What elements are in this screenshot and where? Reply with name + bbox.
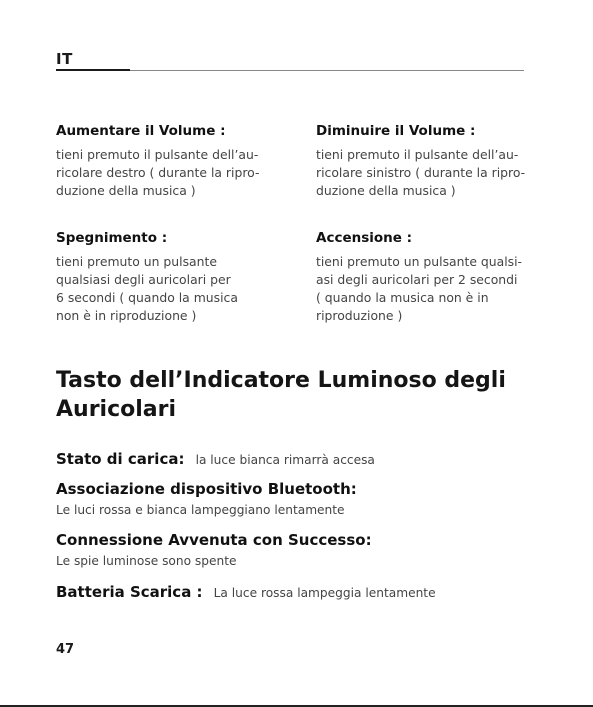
indicator-pairing-text: Le luci rossa e bianca lampeggiano lentamente	[56, 503, 345, 517]
volume-down-title: Diminuire il Volume :	[316, 123, 476, 139]
indicator-connected-text: Le spie luminose sono spente	[56, 554, 237, 568]
page-number: 47	[56, 642, 75, 657]
section-title-line2: Auricolari	[56, 397, 177, 422]
header-rule	[130, 70, 524, 71]
indicator-connected-label: Connessione Avvenuta con Successo:	[56, 531, 372, 549]
section-title-line1: Tasto dell’Indicatore Luminoso degli	[56, 368, 506, 393]
header-rule-accent	[56, 69, 130, 71]
indicator-pairing-label: Associazione dispositivo Bluetooth:	[56, 480, 357, 498]
power-on-title: Accensione :	[316, 230, 413, 246]
indicator-charging-label: Stato di carica:	[56, 450, 185, 468]
volume-up-title: Aumentare il Volume :	[56, 123, 226, 139]
section-title	[56, 366, 546, 424]
volume-up-text: tieni premuto il pulsante dell’au- ricolare destro ( durante la ripro- duzione della musica )	[56, 147, 260, 198]
power-off-title: Spegnimento :	[56, 230, 168, 246]
power-on-text: tieni premuto un pulsante qualsi- asi degli auricolari per 2 secondi ( quando la musica non è in riproduzione )	[316, 254, 523, 323]
volume-down-text: tieni premuto il pulsante dell’au- ricolare sinistro ( durante la ripro- duzione della musica )	[316, 147, 526, 198]
indicator-charging	[56, 449, 375, 468]
indicator-low-battery-text: La luce rossa lampeggia lentamente	[213, 586, 436, 600]
indicator-low-battery	[56, 582, 436, 601]
indicator-low-battery-label: Batteria Scarica :	[56, 583, 203, 601]
language-code: IT	[56, 50, 73, 68]
power-off-text: tieni premuto un pulsante qualsiasi degli auricolari per 6 secondi ( quando la musica non è in riproduzione )	[56, 254, 238, 323]
indicator-charging-text: la luce bianca rimarrà accesa	[195, 453, 375, 467]
